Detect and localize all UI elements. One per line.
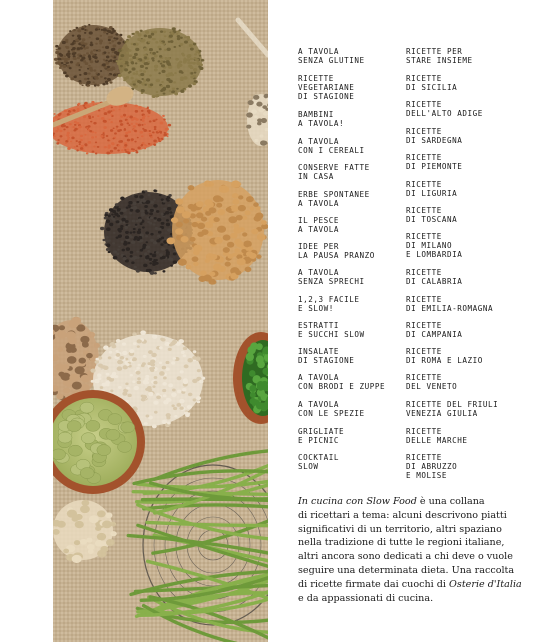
collection-title-line: RICETTE — [406, 232, 442, 241]
collection-title — [298, 373, 385, 391]
collection-title-line: INSALATE — [298, 347, 339, 356]
series-description — [298, 495, 523, 605]
description-text: di ricette firmate dai cuochi di — [298, 578, 450, 590]
collection-title — [298, 427, 344, 445]
collection-title — [298, 216, 339, 234]
collection-title-line: RICETTE — [406, 268, 442, 277]
collection-title-line: A TAVOLA — [298, 268, 339, 277]
collection-title-line: ESTRATTI — [298, 321, 339, 330]
collection-title-line: DI SICILIA — [406, 83, 458, 93]
collection-title-line: DI ROMA E LAZIO — [406, 356, 483, 366]
italic-title: In cucina con Slow Food — [298, 496, 417, 507]
collection-title-line: RICETTE — [406, 180, 442, 189]
collection-title-line: GRIGLIATE — [298, 427, 345, 436]
collection-title-line: DI MILANO — [406, 241, 453, 251]
collection-title-line: DI PIEMONTE — [406, 162, 463, 172]
description-line — [298, 578, 523, 592]
collection-title-line: STARE INSIEME — [406, 56, 473, 66]
description-line — [298, 523, 523, 537]
collection-title-line: A TAVOLA — [298, 199, 339, 209]
collection-title — [406, 347, 483, 365]
collection-title-line: A TAVOLA — [298, 373, 339, 382]
collection-title — [406, 453, 457, 481]
collection-title-line: SENZA GLUTINE — [298, 56, 365, 66]
description-line — [298, 550, 523, 564]
collection-title-line: VEGETARIANE — [298, 83, 355, 93]
description-line — [298, 592, 523, 606]
collection-title-line: RICETTE — [406, 295, 442, 304]
collection-title — [298, 74, 354, 102]
collection-title-line: RICETTE DEL FRIULI — [406, 400, 499, 409]
collection-title — [298, 453, 339, 471]
collection-title-line: E SUCCHI SLOW — [298, 330, 365, 340]
collection-title — [406, 100, 483, 118]
collection-title-line: A TAVOLA — [298, 47, 339, 56]
collection-title-line: DI SARDEGNA — [406, 136, 463, 146]
collection-title-line: A TAVOLA — [298, 225, 339, 235]
collection-title — [298, 47, 365, 65]
collection-title-line: RICETTE — [406, 100, 442, 109]
collection-title — [298, 347, 354, 365]
collection-title — [298, 295, 359, 313]
collection-title-line: DI CAMPANIA — [406, 330, 463, 340]
collection-title-line: RICETTE — [406, 321, 442, 330]
collection-title — [298, 242, 375, 260]
italic-title: Osterie d'Italia — [449, 578, 522, 590]
collection-title-line: COCKTAIL — [298, 453, 339, 462]
collection-title — [406, 206, 457, 224]
collection-title-line: RICETTE — [406, 153, 442, 162]
collection-title — [406, 321, 462, 339]
collection-title-line: CON LE SPEZIE — [298, 409, 365, 419]
collection-title-line: RICETTE — [406, 453, 442, 462]
description-line — [298, 564, 523, 578]
collection-title — [406, 400, 498, 418]
collection-title-line: DI ABRUZZO — [406, 462, 458, 472]
collection-title-line: DEL VENETO — [406, 382, 458, 392]
collection-title-line: A TAVOLA — [298, 137, 339, 146]
collection-title-line: IL PESCE — [298, 216, 339, 225]
collection-title — [298, 110, 344, 128]
collection-title-line: RICETTE — [406, 347, 442, 356]
description-text: significativi di un territorio, altri spaziano — [298, 523, 502, 535]
description-text: seguire una determinata dieta. Una raccolta — [298, 564, 515, 576]
collection-title-line: RICETTE — [406, 74, 442, 83]
collection-title-line: E LOMBARDIA — [406, 250, 463, 260]
collection-title — [298, 137, 365, 155]
collection-title-line: 1,2,3 FACILE — [298, 295, 360, 304]
collection-title-line: IN CASA — [298, 172, 334, 182]
collection-title-line: DELLE MARCHE — [406, 436, 468, 446]
collection-title-line: E MOLISE — [406, 471, 447, 481]
collection-title — [406, 427, 467, 445]
collection-title-line: DI EMILIA-ROMAGNA — [406, 304, 494, 314]
collection-title — [298, 268, 365, 286]
collection-title-line: DI LIGURIA — [406, 189, 458, 199]
collection-title-line: CON I CEREALI — [298, 146, 365, 156]
collection-title — [406, 295, 493, 313]
description-text: e da appassionati di cucina. — [298, 592, 434, 604]
collection-title — [406, 47, 473, 65]
collection-title-line: A TAVOLA! — [298, 119, 345, 129]
description-line — [298, 536, 523, 550]
collection-title-line: BAMBINI — [298, 110, 334, 119]
collection-title-line: SENZA SPRECHI — [298, 277, 365, 287]
collection-title-line: A TAVOLA — [298, 400, 339, 409]
collection-title-line: DI STAGIONE — [298, 356, 355, 366]
collection-title-line: DI TOSCANA — [406, 215, 458, 225]
description-text: nella tradizione di tutte le regioni italiane, — [298, 537, 505, 549]
description-line — [298, 495, 523, 509]
description-text: di ricettari a tema: alcuni descrivono piatti — [298, 509, 507, 521]
collection-title — [406, 232, 462, 260]
collection-title-line: RICETTE — [406, 206, 442, 215]
collection-title-line: E SLOW! — [298, 304, 334, 314]
collection-title-line: SLOW — [298, 462, 319, 472]
collection-title — [406, 373, 457, 391]
collection-title — [406, 127, 462, 145]
collection-title — [298, 321, 365, 339]
collection-title — [406, 268, 462, 286]
collection-title-line: DI CALABRIA — [406, 277, 463, 287]
collection-title-line: LA PAUSA PRANZO — [298, 251, 375, 261]
collection-title-line: E PICNIC — [298, 436, 339, 446]
collection-title — [406, 74, 457, 92]
collection-title — [406, 153, 462, 171]
collection-title-line: RICETTE — [406, 427, 442, 436]
collection-title — [298, 190, 370, 208]
description-line — [298, 509, 523, 523]
collection-title-line: RICETTE — [406, 373, 442, 382]
collection-title-line: DELL'ALTO ADIGE — [406, 109, 483, 119]
collection-title-line: DI STAGIONE — [298, 92, 355, 102]
collection-title-line: CON BRODI E ZUPPE — [298, 382, 386, 392]
description-text: è una collana — [416, 496, 485, 507]
collection-title — [298, 163, 370, 181]
collection-title-line: RICETTE — [406, 127, 442, 136]
collection-title-line: IDEE PER — [298, 242, 339, 251]
collection-title-line: CONSERVE FATTE — [298, 163, 370, 172]
description-text: altri ancora sono dedicati a chi deve o vuole — [298, 551, 513, 563]
collection-title-line: ERBE SPONTANEE — [298, 190, 370, 199]
collection-title — [298, 400, 365, 418]
legumes-illustration — [53, 0, 268, 642]
collection-title-line: RICETTE — [298, 74, 334, 83]
collection-title-line: VENEZIA GIULIA — [406, 409, 478, 419]
collection-title — [406, 180, 457, 198]
legumes-photo — [53, 0, 268, 642]
collection-title-line: RICETTE PER — [406, 47, 463, 56]
